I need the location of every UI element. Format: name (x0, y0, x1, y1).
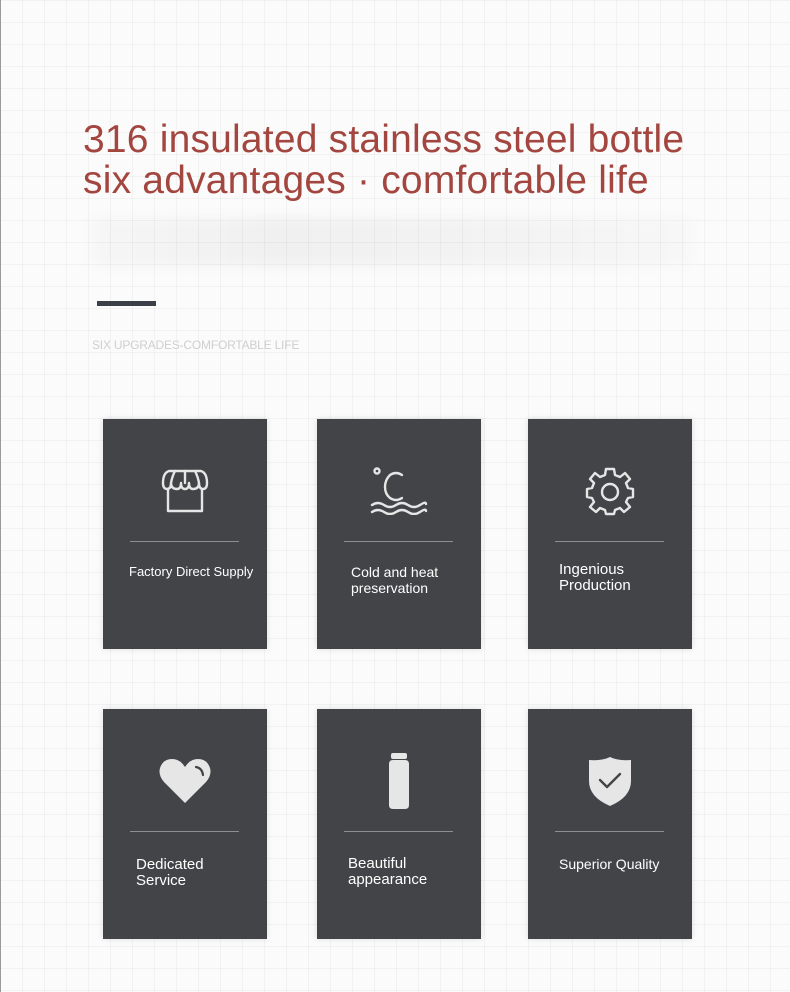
feature-label: Superior Quality (559, 856, 660, 872)
feature-label: Factory Direct Supply (129, 564, 254, 579)
feature-label: Dedicated Service (136, 856, 204, 889)
card-divider (130, 831, 239, 832)
card-divider (130, 541, 239, 542)
shop-icon (103, 463, 267, 519)
section-subtitle: SIX UPGRADES-COMFORTABLE LIFE (92, 338, 300, 352)
feature-label: Cold and heat preservation (351, 564, 439, 596)
title-line-1: 316 insulated stainless steel bottle (83, 118, 685, 161)
card-divider (555, 541, 664, 542)
card-divider (344, 831, 453, 832)
heart-icon (103, 753, 267, 809)
feature-card-dedicated-service (103, 709, 267, 939)
faded-background-text (92, 218, 692, 266)
feature-label: Ingenious Production (559, 561, 631, 594)
bottle-icon (317, 753, 481, 809)
card-divider (555, 831, 664, 832)
feature-label: Beautiful appearance (348, 855, 428, 888)
accent-bar (97, 301, 156, 306)
shield-check-icon (528, 753, 692, 809)
feature-card-cold-heat-preservation (317, 419, 481, 649)
gear-icon (528, 463, 692, 519)
temperature-water-icon (317, 463, 481, 519)
feature-card-ingenious-production (528, 419, 692, 649)
page-left-border (0, 0, 1, 992)
feature-card-superior-quality (528, 709, 692, 939)
feature-card-factory-direct-supply (103, 419, 267, 649)
title-line-2: six advantages · comfortable life (83, 159, 649, 202)
card-divider (344, 541, 453, 542)
feature-card-beautiful-appearance (317, 709, 481, 939)
page-title (83, 119, 684, 201)
